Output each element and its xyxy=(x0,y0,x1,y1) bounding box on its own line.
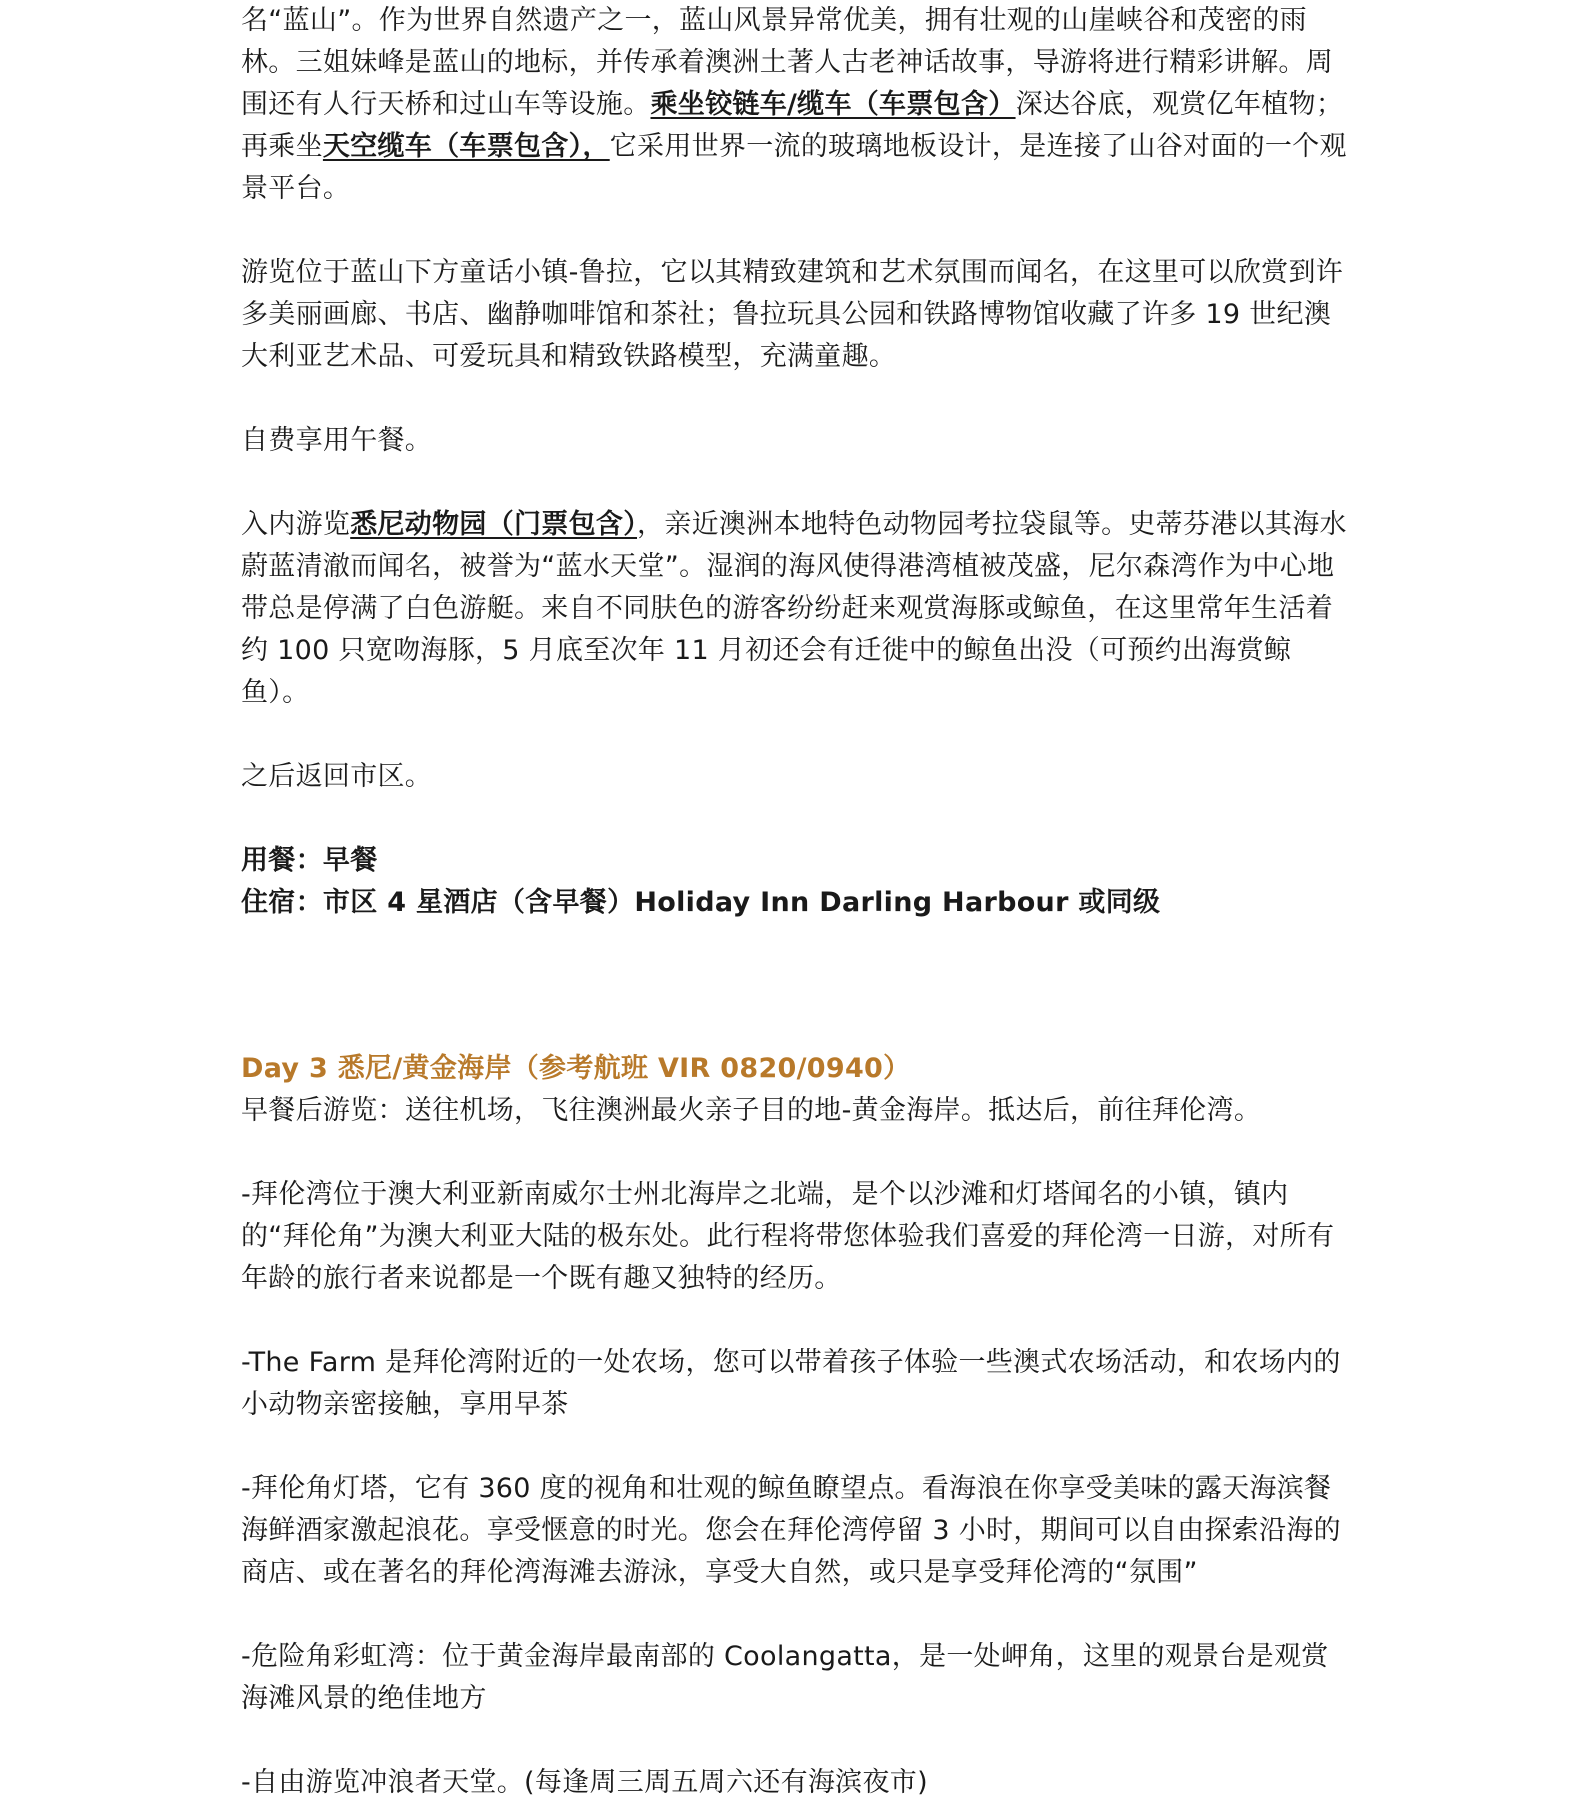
day3-item-the-farm: -The Farm 是拜伦湾附近的一处农场，您可以带着孩子体验一些澳式农场活动，和农场内的小动物亲密接触，享用早茶 xyxy=(241,1347,1341,1420)
zoo-paragraph xyxy=(241,504,1351,714)
paragraph-text: 入内游览 xyxy=(241,509,351,540)
return-note: 之后返回市区。 xyxy=(241,761,433,792)
hotel-info: 住宿：市区 4 星酒店（含早餐）Holiday Inn Darling Harbour 或同级 xyxy=(241,887,1161,918)
cable-car-highlight: 乘坐铰链车/缆车（车票包含） xyxy=(650,89,1016,120)
blue-mountains-paragraph xyxy=(241,0,1351,210)
day3-item-lighthouse: -拜伦角灯塔，它有 360 度的视角和壮观的鲸鱼瞭望点。看海浪在你享受美味的露天海滨餐海鲜酒家激起浪花。享受惬意的时光。您会在拜伦湾停留 3 小时，期间可以自由探索沿海的商店、或在著名的拜伦湾海滩去游泳，享受大自然，或只是享受拜伦湾的“氛围” xyxy=(241,1473,1341,1588)
itinerary-content xyxy=(241,0,1351,1804)
day3-item-surfers-paradise: -自由游览冲浪者天堂。(每逢周三周五周六还有海滨夜市) xyxy=(241,1767,928,1798)
day3-title: Day 3 悉尼/黄金海岸（参考航班 VIR 0820/0940） xyxy=(241,1053,911,1084)
skyway-highlight: 天空缆车（车票包含）， xyxy=(322,131,610,162)
day3-intro: 早餐后游览：送往机场，飞往澳洲最火亲子目的地-黄金海岸。抵达后，前往拜伦湾。 xyxy=(241,1095,1262,1126)
lunch-note: 自费享用午餐。 xyxy=(241,425,433,456)
paragraph-text: ，亲近澳洲本地特色动物园考拉袋鼠等。史蒂芬港以其海水蔚蓝清澈而闻名，被誉为“蓝水天堂”。湿润的海风使得港湾植被茂盛，尼尔森湾作为中心地带总是停满了白色游艇。来自不同肤色的游客纷纷赶来观赏海豚或鲸鱼，在这里常年生活着约 100 只宽吻海豚，5 月底至次年 11 月初还会有迁徙中的鲸鱼出没（可预约出海赏鲸鱼）。 xyxy=(241,509,1347,708)
leura-paragraph: 游览位于蓝山下方童话小镇-鲁拉，它以其精致建筑和艺术氛围而闻名，在这里可以欣赏到许多美丽画廊、书店、幽静咖啡馆和茶社；鲁拉玩具公园和铁路博物馆收藏了许多 19 世纪澳大利亚艺术品、可爱玩具和精致铁路模型，充满童趣。 xyxy=(241,257,1344,372)
day3-item-point-danger: -危险角彩虹湾：位于黄金海岸最南部的 Coolangatta，是一处岬角，这里的观景台是观赏海滩风景的绝佳地方 xyxy=(241,1641,1329,1714)
meals-info: 用餐：早餐 xyxy=(241,845,378,876)
paragraph-text: 深达谷底，观赏亿年植物；再乘坐 xyxy=(241,89,1344,162)
day3-item-byron-bay: -拜伦湾位于澳大利亚新南威尔士州北海岸之北端，是个以沙滩和灯塔闻名的小镇，镇内的“拜伦角”为澳大利亚大陆的极东处。此行程将带您体验我们喜爱的拜伦湾一日游，对所有年龄的旅行者来说都是一个既有趣又独特的经历。 xyxy=(241,1179,1335,1294)
zoo-highlight: 悉尼动物园（门票包含） xyxy=(350,509,638,540)
paragraph-text: 名“蓝山”。作为世界自然遗产之一，蓝山风景异常优美，拥有壮观的山崖峡谷和茂密的雨林。三姐妹峰是蓝山的地标，并传承着澳洲土著人古老神话故事，导游将进行精彩讲解。周围还有人行天桥和过山车等设施。 xyxy=(241,5,1333,120)
paragraph-text: 它采用世界一流的玻璃地板设计，是连接了山谷对面的一个观景平台。 xyxy=(241,131,1347,204)
